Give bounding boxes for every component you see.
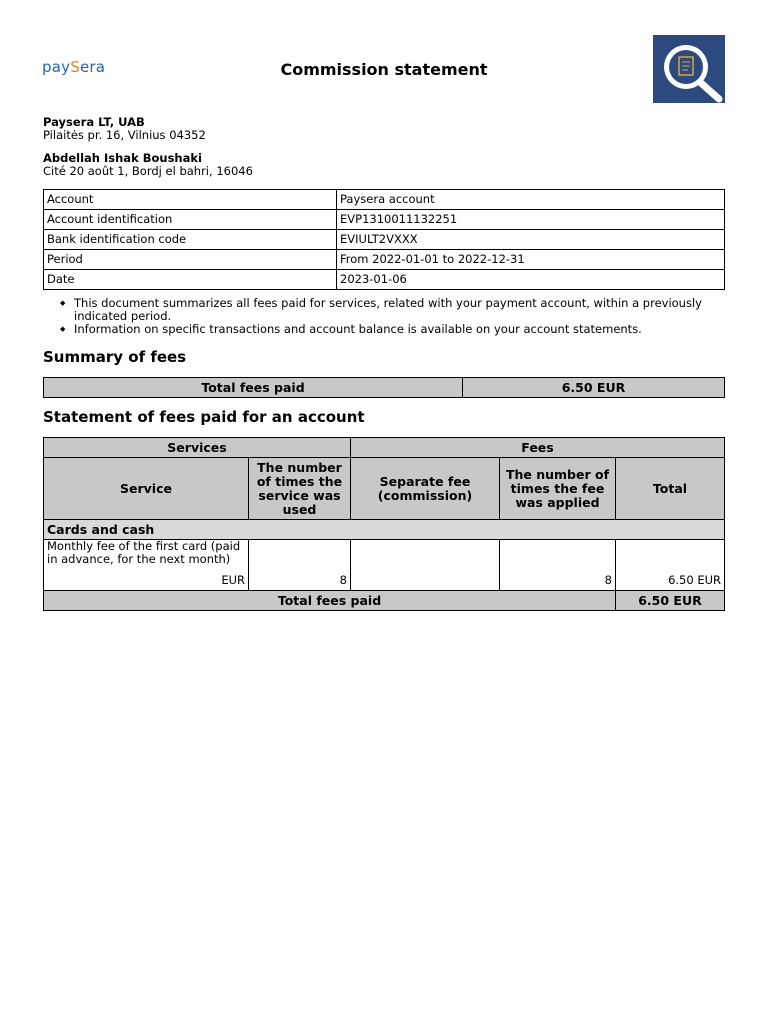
- col-times-used: The number of times the service was used: [249, 458, 351, 520]
- services-group-header: Services: [44, 438, 351, 458]
- times-used-value: 8: [339, 573, 347, 587]
- page-title: Commission statement: [280, 60, 488, 79]
- table-row: [44, 458, 725, 520]
- total-fees-value: 6.50 EUR: [616, 591, 725, 611]
- table-row: [44, 438, 725, 458]
- table-row: [44, 520, 725, 540]
- summary-heading: Summary of fees: [43, 348, 187, 366]
- company-address: Pilaitės pr. 16, Vilnius 04352: [43, 128, 206, 142]
- statement-heading: Statement of fees paid for an account: [43, 408, 365, 426]
- client-address: Cité 20 août 1, Bordj el bahri, 16046: [43, 164, 253, 178]
- table-row: [44, 591, 725, 611]
- document-verification-icon: [653, 35, 725, 103]
- table-row: [44, 378, 725, 398]
- table-row: Date 2023-01-06: [44, 270, 725, 290]
- total-fees-label: Total fees paid: [44, 591, 616, 611]
- list-item: ◆ Information on specific transactions and account balance is available on your account statements.: [74, 323, 734, 336]
- table-row: Period From 2022-01-01 to 2022-12-31: [44, 250, 725, 270]
- category-cards-and-cash: Cards and cash: [44, 520, 725, 540]
- summary-table: [43, 377, 725, 398]
- notes-list: [58, 297, 734, 336]
- col-times-applied: The number of times the fee was applied: [500, 458, 616, 520]
- table-row: Account identification EVP1310011132251: [44, 210, 725, 230]
- account-info-table: [43, 189, 725, 290]
- fees-table: [43, 437, 725, 611]
- col-service: Service: [44, 458, 249, 520]
- table-row: Account Paysera account: [44, 190, 725, 210]
- service-description: Monthly fee of the first card (paid in advance, for the next month): [47, 539, 241, 566]
- fees-group-header: Fees: [351, 438, 725, 458]
- summary-value: 6.50 EUR: [463, 378, 725, 398]
- col-total: Total: [616, 458, 725, 520]
- company-name: Paysera LT, UAB: [43, 115, 145, 129]
- total-value: 6.50 EUR: [668, 573, 721, 587]
- service-currency: EUR: [221, 573, 245, 587]
- client-name: Abdellah Ishak Boushaki: [43, 151, 202, 165]
- times-applied-value: 8: [604, 573, 612, 587]
- table-row: [44, 540, 725, 591]
- paysera-logo: paySera: [42, 58, 106, 76]
- client-block: [43, 152, 253, 178]
- table-row: Bank identification code EVIULT2VXXX: [44, 230, 725, 250]
- list-item: ◆ This document summarizes all fees paid for services, related with your payment account, within a previously indicated period.: [74, 297, 734, 323]
- summary-label: Total fees paid: [44, 378, 463, 398]
- col-separate-fee: Separate fee (commission): [351, 458, 500, 520]
- company-block: [43, 116, 206, 142]
